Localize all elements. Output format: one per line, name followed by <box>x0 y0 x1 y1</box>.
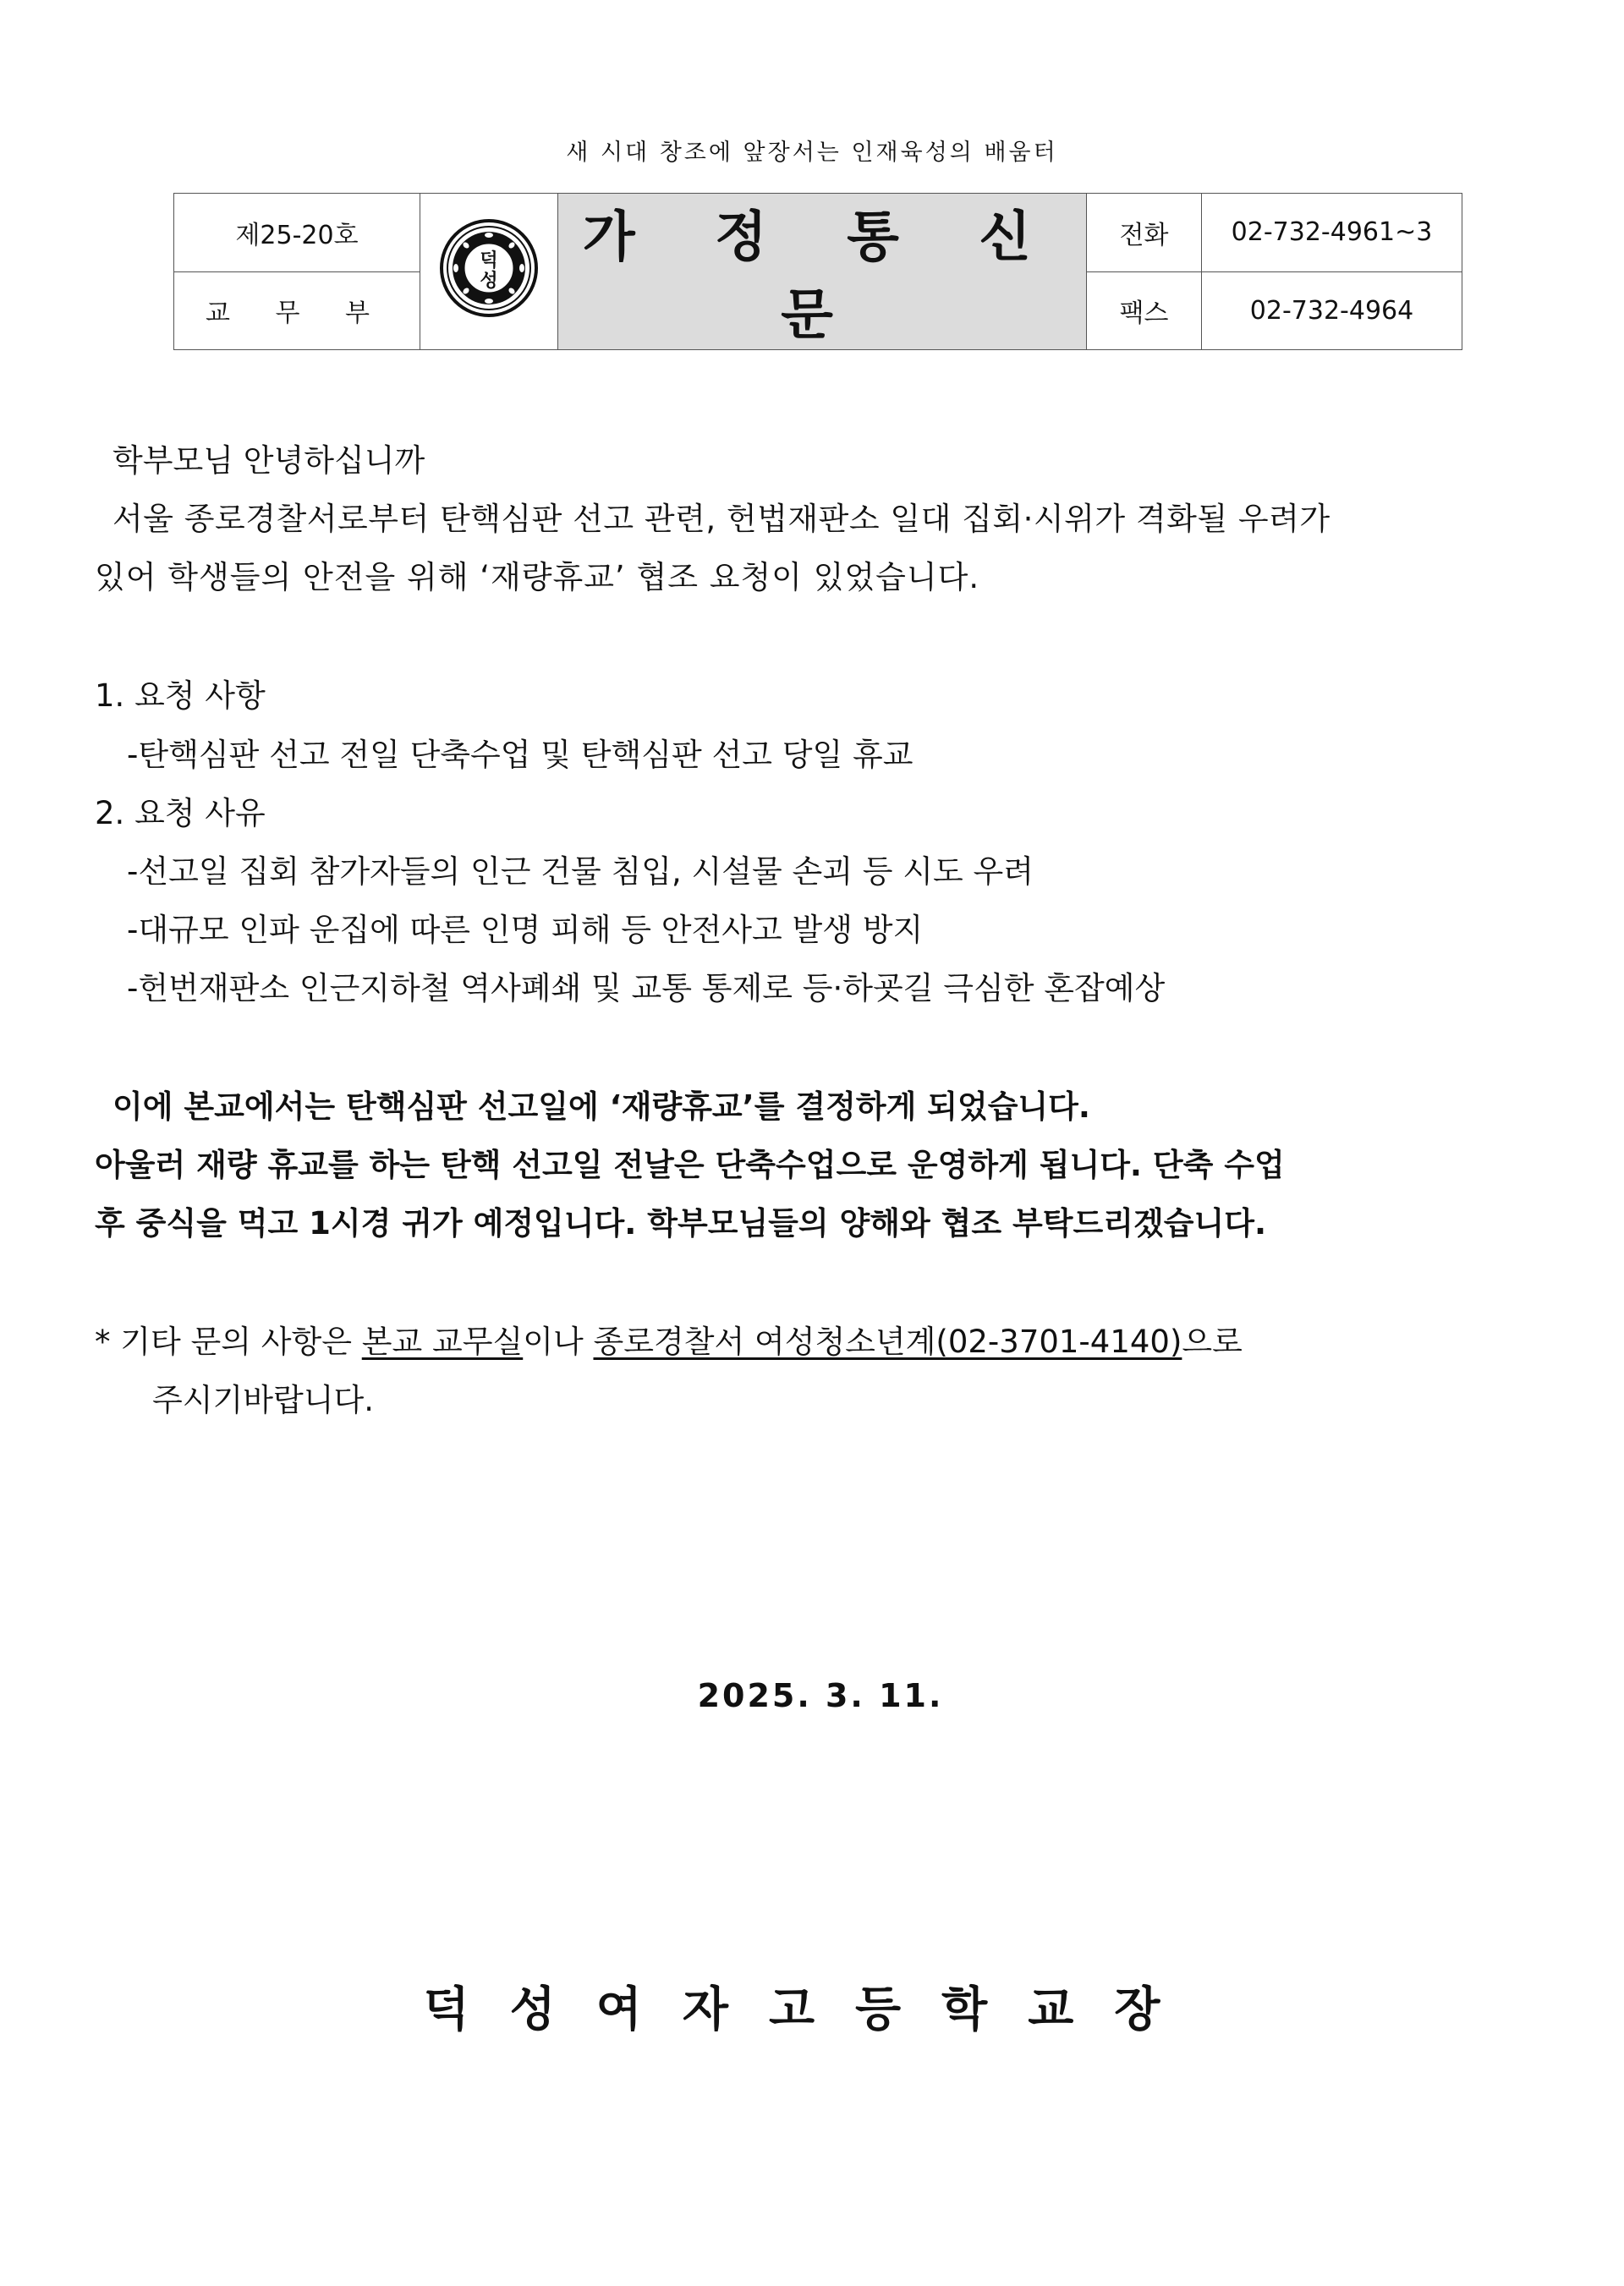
fax-number: 02-732-4964 <box>1202 271 1462 350</box>
intro-line-1: 서울 종로경찰서로부터 탄핵심판 선고 관련, 헌법재판소 일대 집회·시위가 격화될 우려가 <box>112 501 1330 537</box>
seal-text-2: 성 <box>480 271 498 292</box>
contact-line-2: 주시기바랍니다. <box>152 1382 374 1418</box>
issue-date: 2025. 3. 11. <box>697 1677 944 1714</box>
contact-police: 종로경찰서 여성청소년계(02-3701-4140) <box>593 1324 1182 1360</box>
intro-line-2: 있어 학생들의 안전을 위해 ‘재량휴교’ 협조 요청이 있었습니다. <box>95 559 980 595</box>
contact-mid: 이나 <box>523 1324 594 1360</box>
section-2-title: 2. 요청 사유 <box>95 795 266 831</box>
contact-suffix: 으로 <box>1182 1324 1243 1360</box>
section-1-item: -탄핵심판 선고 전일 단축수업 및 탄핵심판 선고 당일 휴교 <box>127 737 914 773</box>
department: 교 무 부 <box>174 271 420 350</box>
school-motto: 새 시대 창조에 앞장서는 인재육성의 배움터 <box>566 140 1058 166</box>
document-title: 가 정 통 신 문 <box>558 194 1087 350</box>
phone-label: 전화 <box>1087 194 1202 272</box>
fax-label: 팩스 <box>1087 271 1202 350</box>
section-2-item: -선고일 집회 참가자들의 인근 건물 침입, 시설물 손괴 등 시도 우려 <box>127 853 1034 890</box>
phone-number: 02-732-4961~3 <box>1202 194 1462 272</box>
contact-line-1 <box>95 1316 1243 1362</box>
decision-line-2: 아울러 재량 휴교를 하는 탄핵 선고일 전날은 단축수업으로 운영하게 됩니다. 단축 수업 <box>95 1147 1285 1183</box>
section-1-title: 1. 요청 사항 <box>95 677 266 714</box>
school-seal-icon <box>438 217 540 319</box>
greeting: 학부모님 안녕하십니까 <box>112 442 425 479</box>
school-seal <box>420 194 558 350</box>
letter-header-table <box>173 193 1462 350</box>
section-2-item: -헌번재판소 인근지하철 역사폐쇄 및 교통 통제로 등·하굣길 극심한 혼잡예상 <box>127 970 1166 1006</box>
decision-line-3: 후 중식을 먹고 1시경 귀가 예정입니다. 학부모님들의 양해와 협조 부탁드리겠습니다. <box>95 1205 1267 1242</box>
doc-number: 제25-20호 <box>174 194 420 272</box>
contact-office: 본교 교무실 <box>361 1324 524 1360</box>
seal-text-1: 덕 <box>480 250 498 271</box>
decision-line-1: 이에 본교에서는 탄핵심판 선고일에 ‘재량휴교’를 결정하게 되었습니다. <box>112 1088 1090 1125</box>
section-2-item: -대규모 인파 운집에 따른 인명 피해 등 안전사고 발생 방지 <box>127 912 924 948</box>
principal-signature: 덕성여자고등학교장 <box>423 1982 1201 2037</box>
contact-prefix: * 기타 문의 사항은 <box>95 1324 362 1360</box>
